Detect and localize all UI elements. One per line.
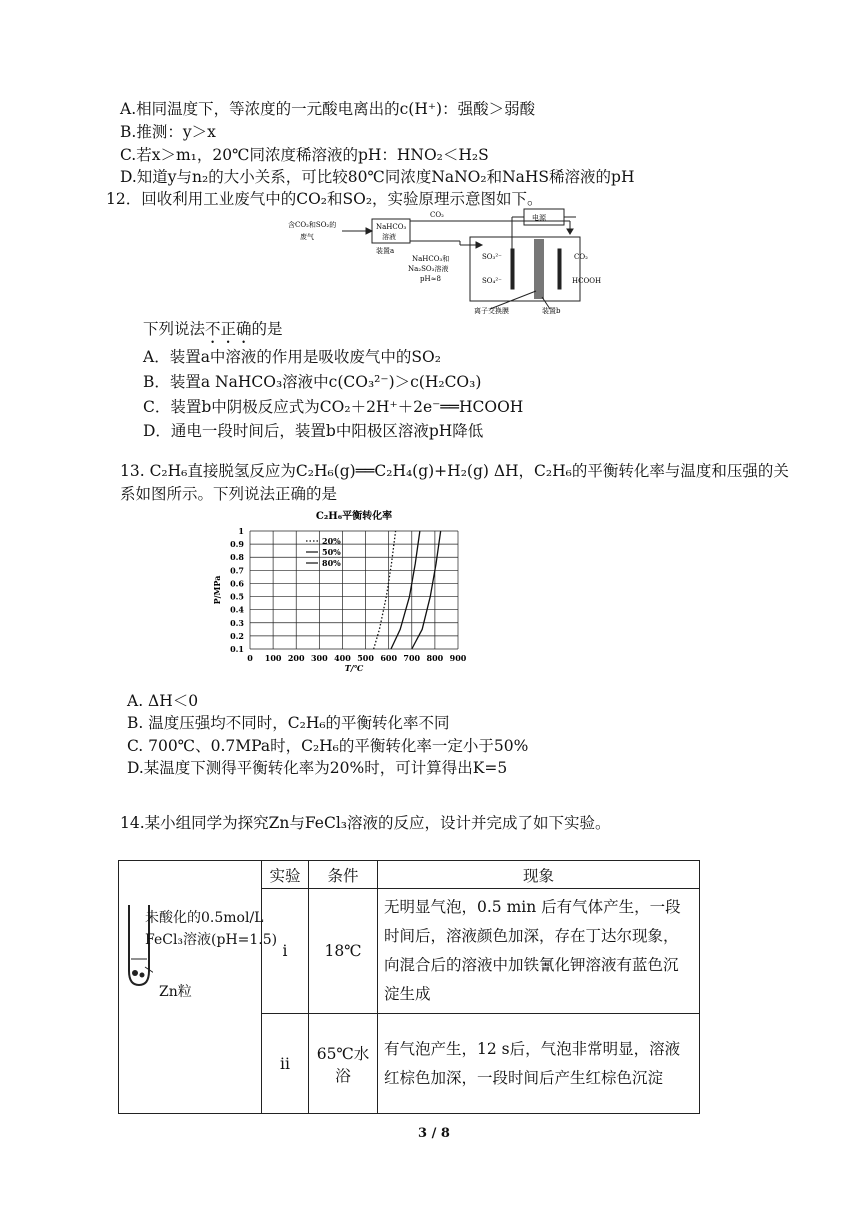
x-tick-label: 900 <box>449 653 467 663</box>
y-tick-label: 0.4 <box>230 604 244 615</box>
q13-option-b: B. 温度压强均不同时，C₂H₆的平衡转化率不同 <box>127 714 450 732</box>
box-a-label-1: NaHCO₃ <box>376 223 407 231</box>
legend-label: 20% <box>322 536 341 546</box>
device-a-label: 装置a <box>376 247 395 255</box>
series-line-50pct <box>391 531 420 649</box>
conversion-chart <box>210 505 480 685</box>
so3-label: SO₃²⁻ <box>482 253 502 261</box>
x-tick-label: 400 <box>334 653 351 663</box>
y-tick-label: 0.8 <box>230 552 244 563</box>
x-tick-label: 0 <box>247 653 253 663</box>
x-axis-label: T/℃ <box>344 663 364 673</box>
x-tick-label: 600 <box>380 653 398 663</box>
y-tick-label: 1 <box>238 526 244 536</box>
zn-label: Zn粒 <box>159 984 192 1000</box>
apparatus-label-2: FeCl₃溶液(pH=1.5) <box>145 932 278 948</box>
header-experiment: 实验 <box>262 861 309 889</box>
q14-stem: 14.某小组同学为探究Zn与FeCl₃溶液的反应，设计并完成了如下实验。 <box>120 814 611 832</box>
x-tick-label: 500 <box>357 653 374 663</box>
x-tick-label: 300 <box>310 653 328 663</box>
device-b-label: 装置b <box>542 307 561 315</box>
q12-option-b: B．装置a NaHCO₃溶液中c(CO₃²⁻)＞c(H₂CO₃) <box>143 373 482 391</box>
gas-label-1: 含CO₂和SO₂的 <box>288 221 337 229</box>
series-line-20pct <box>374 531 396 649</box>
series-line-80pct <box>412 531 441 649</box>
q11-option-d: D.知道y与n₂的大小关系，可比较80℃同浓度NaNO₂和NaHS稀溶液的pH <box>120 168 635 186</box>
y-tick-label: 0.2 <box>230 630 244 641</box>
membrane-label: 离子交换膜 <box>474 307 509 315</box>
row-phenomenon: 有气泡产生，12 s后，气泡非常明显，溶液红棕色加深，一段时间后产生红棕色沉淀 <box>378 1014 700 1114</box>
x-tick-label: 100 <box>264 653 282 663</box>
experiment-table <box>118 860 700 1114</box>
q11-option-c: C.若x＞m₁，20℃同浓度稀溶液的pH：HNO₂＜H₂S <box>120 146 489 164</box>
row-phenomenon: 无明显气泡，0.5 min 后有气体产生，一段时间后，溶液颜色加深，存在丁达尔现象，向混合后的溶液中加铁氰化钾溶液有蓝色沉淀生成 <box>378 889 700 1014</box>
chart-title: C₂H₆平衡转化率 <box>315 511 393 522</box>
legend-label: 50% <box>322 547 341 557</box>
y-tick-label: 0.5 <box>230 591 244 602</box>
solution-label-1: NaHCO₃和 <box>412 255 450 263</box>
y-tick-label: 0.7 <box>230 565 244 576</box>
q12-option-a: A．装置a中溶液的作用是吸收废气中的SO₂ <box>143 348 441 366</box>
apparatus-label-1: 未酸化的0.5mol/L <box>145 910 264 926</box>
y-axis-label: P/MPa <box>212 575 222 605</box>
y-tick-label: 0.9 <box>230 539 244 550</box>
q13-option-d: D.某温度下测得平衡转化率为20%时，可计算得出K=5 <box>127 759 508 777</box>
x-tick-label: 700 <box>403 653 421 663</box>
q13-stem-line-2: 系如图所示。下列说法正确的是 <box>120 485 338 503</box>
q13-option-c: C. 700℃、0.7MPa时，C₂H₆的平衡转化率一定小于50% <box>127 737 529 755</box>
gas-label-2: 废气 <box>300 233 314 241</box>
row-id: i <box>262 889 309 1014</box>
row-condition: 65℃水浴 <box>309 1014 378 1114</box>
co2-right-label: CO₂ <box>574 253 588 261</box>
y-tick-label: 0.6 <box>230 578 244 589</box>
q12-option-c: C．装置b中阴极反应式为CO₂＋2H⁺＋2e⁻══HCOOH <box>143 398 524 416</box>
q12-stem: 12．回收利用工业废气中的CO₂和SO₂，实验原理示意图如下。 <box>106 190 543 208</box>
x-tick-label: 800 <box>426 653 444 663</box>
q11-option-a: A.相同温度下，等浓度的一元酸电离出的c(H⁺)：强酸＞弱酸 <box>120 100 536 118</box>
page-number: 3 / 8 <box>418 1126 450 1141</box>
y-tick-label: 0.3 <box>230 617 244 628</box>
solution-label-3: pH≈8 <box>420 275 441 283</box>
hcooh-label: HCOOH <box>572 277 602 285</box>
q12-option-d: D．通电一段时间后，装置b中阳极区溶液pH降低 <box>143 422 484 440</box>
q13-option-a: A. ΔH＜0 <box>127 692 199 710</box>
legend-label: 80% <box>322 558 341 568</box>
q13-stem-line-1: 13. C₂H₆直接脱氢反应为C₂H₆(g)══C₂H₄(g)+H₂(g) ΔH，C₂H₆的平衡转化率与温度和压强的关 <box>120 462 789 480</box>
header-phenomenon: 现象 <box>378 861 700 889</box>
y-tick-label: 0.1 <box>230 644 244 654</box>
q12-prompt: 下列说法不正确的是 <box>143 320 283 338</box>
x-tick-label: 200 <box>287 653 305 663</box>
solution-label-2: Na₂SO₃溶液 <box>408 265 449 273</box>
power-label: 电源 <box>532 214 546 222</box>
apparatus-cell <box>119 861 278 1114</box>
row-id: ii <box>262 1014 309 1114</box>
header-condition: 条件 <box>309 861 378 889</box>
q12-apparatus-diagram <box>280 205 610 315</box>
box-a-label-2: 溶液 <box>382 233 396 241</box>
co2-top-label: CO₂ <box>430 211 444 219</box>
q11-option-b: B.推测：y＞x <box>120 123 216 141</box>
row-condition: 18℃ <box>309 889 378 1014</box>
so4-label: SO₄²⁻ <box>482 277 502 285</box>
